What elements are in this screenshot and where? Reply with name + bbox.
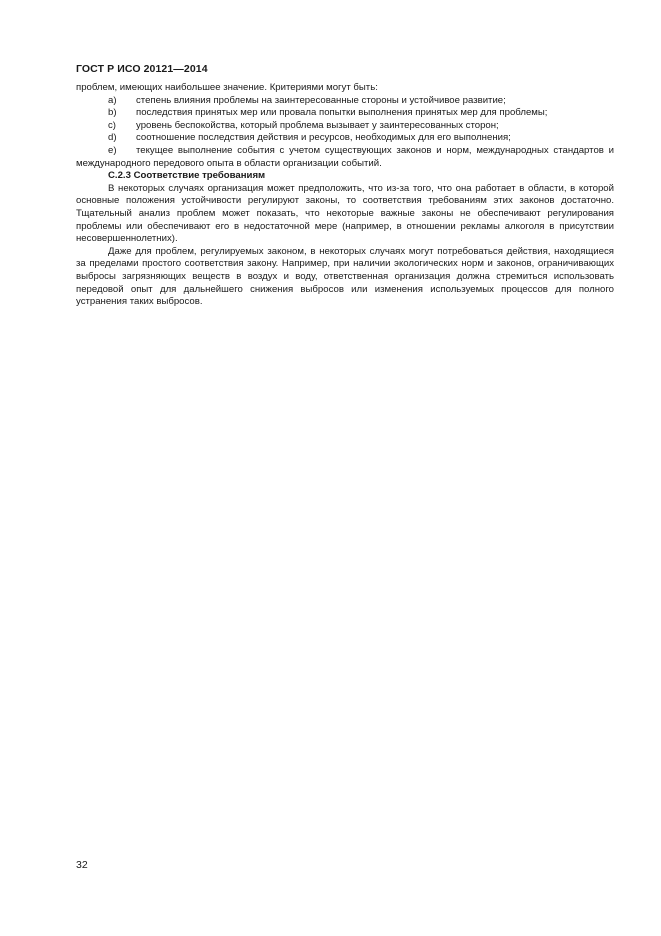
list-item-text: уровень беспокойства, который проблема вызывает у заинтересованных сторон; [136,119,499,131]
section-heading: С.2.3 Соответствие требованиям [108,170,266,182]
criteria-item-c [76,120,614,133]
list-item-text: соотношение последствия действия и ресурсов, необходимых для его выполнения; [136,132,511,144]
list-marker: b) [108,107,117,119]
list-marker: a) [108,94,117,106]
list-item-text: степень влияния проблемы на заинтересованные стороны и устойчивое развитие; [136,94,506,106]
intro-paragraph: проблем, имеющих наибольшее значение. Критериями могут быть: [76,82,378,93]
criteria-item-b [76,107,614,120]
criteria-item-d [76,132,614,145]
page-number: 32 [76,859,88,871]
criteria-item-e [76,145,614,170]
section-paragraph: Даже для проблем, регулируемых законом, в некоторых случаях могут потребоваться действия, находящиеся за пределами простого соответствия закону. Например, при наличии экологических норм и законов, ограничивающих выбросы загрязняющих веществ в воздух и воду, ответственная организация должна стремиться использовать передовой опыт для дальнейшего снижения выбросов или изменения используемых процессов для полного устранения таких выбросов. [76,245,614,308]
list-item-text: последствия принятых мер или провала попытки выполнения принятых мер для проблемы; [136,107,548,119]
list-item-text: текущее выполнение события с учетом существующих законов и норм, международных стандартов и международного передового опыта в области организации событий. [76,144,614,169]
page-body [76,82,614,309]
list-marker: d) [108,132,117,144]
list-marker: c) [108,119,116,131]
section-paragraph: В некоторых случаях организация может предположить, что из-за того, что она работает в области, в которой основные положения устойчивости регулируют законы, то соответствия требованиям этих законов достаточно. Тщательный анализ проблем может показать, что некоторые важные законы не обеспечивают регулирования проблемы или обеспечивают его в недостаточной мере (например, в отношении рекламы алкоголя в присутствии несовершеннолетних). [76,182,614,245]
document-code-header: ГОСТ Р ИСО 20121—2014 [76,63,208,75]
criteria-item-a [76,95,614,108]
list-marker: e) [108,144,117,156]
